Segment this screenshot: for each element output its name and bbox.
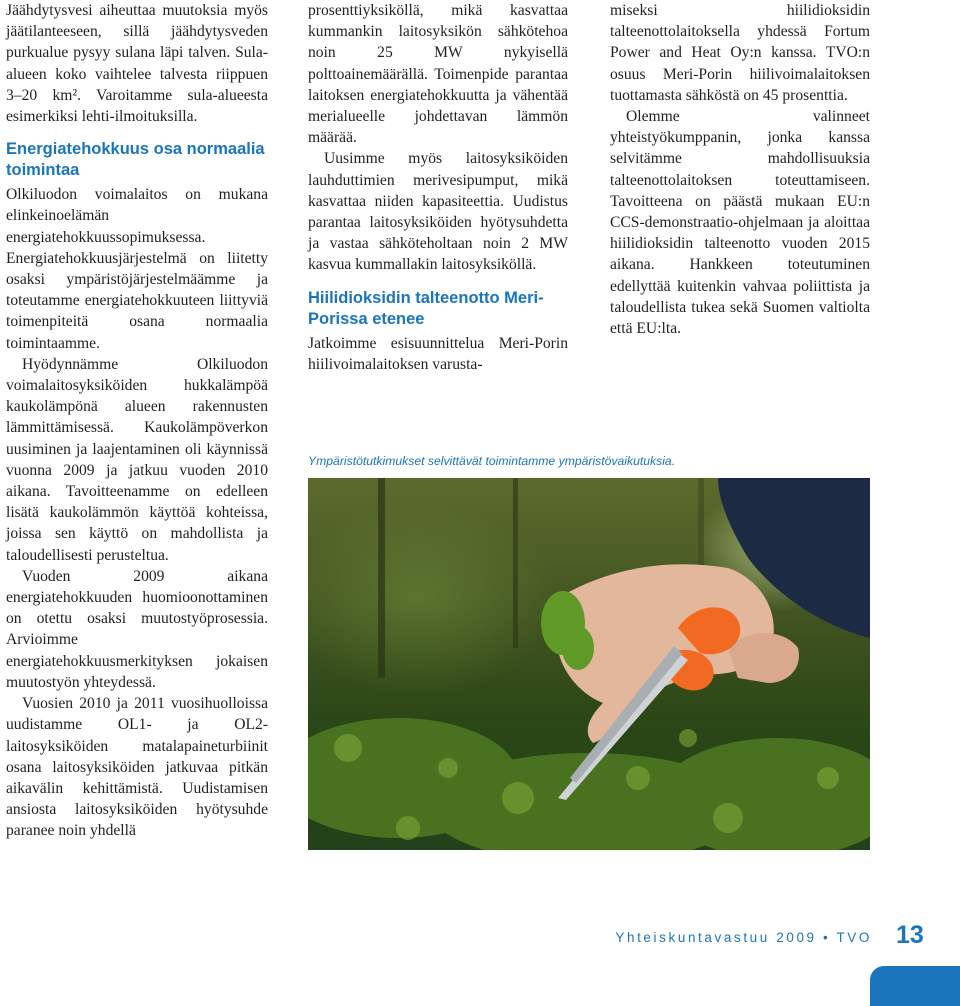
paragraph: Hyödynnämme Olkiluodon voimalaitosyksiköiden hukkalämpöä kaukolämpönä alueen rakennusten lämmittämisessä. Kaukolämpöverkon uusiminen ja laajentaminen oli käynnissä vuonna 2009 ja jatkuu vuoden 2010 aikana. Tavoitteenamme on edelleen lisätä kaukolämmön käyttöä kohteissa, joissa sen käyttö on mahdollista ja taloudellisesti perusteltua. xyxy=(6,355,268,564)
publication-footer: Yhteiskuntavastuu 2009 • TVO xyxy=(615,930,872,945)
text-column-2 xyxy=(308,0,568,375)
paragraph: prosenttiyksiköllä, mikä kasvattaa kummankin laitosyksikön sähkötehoa noin 25 MW nykyisellä polttoainemäärällä. Toimenpide parantaa laitoksen energiatehokkuutta ja vähentää merialueelle johdettavan lämmön määrää. xyxy=(308,2,568,147)
photo-caption: Ympäristötutkimukset selvittävät toimintamme ympäristövaikutuksia. xyxy=(308,454,676,468)
moss-sampling-photo xyxy=(308,478,870,850)
section-heading-energy-efficiency: Energiatehokkuus osa normaalia toimintaa xyxy=(6,140,265,180)
page-number: 13 xyxy=(896,921,924,949)
paragraph: Vuoden 2009 aikana energiatehokkuuden huomioonottaminen on otettu osaksi muutostyöprosessia. Arvioimme energiatehokkuusmerkityksen jokaisen muutostyön yhteydessä. xyxy=(6,567,268,691)
paragraph: Vuosien 2010 ja 2011 vuosihuolloissa uudistamme OL1- ja OL2-laitosyksiköiden matalapaineturbiinit osana laitosyksiköiden jatkuvaa pitkän aikavälin kehittämistä. Uudistamisen ansiosta laitosyksiköiden hyötysuhde paranee noin yhdellä xyxy=(6,695,268,840)
text-column-3 xyxy=(610,0,870,339)
paragraph: miseksi hiilidioksidin talteenottolaitoksella yhdessä Fortum Power and Heat Oy:n kanssa. TVO:n osuus Meri-Porin hiilivoimalaitoksen tuottamasta sähköstä on 45 prosenttia. xyxy=(610,2,870,104)
photo-illustration xyxy=(308,478,870,850)
paragraph: Uusimme myös laitosyksiköiden lauhduttimien merivesipumput, mikä kasvattaa niiden kapasiteettia. Uudistus parantaa laitosyksiköiden hyötysuhdetta ja vastaa sähköteholtaan noin 2 MW kasvua kummallakin laitosyksiköllä. xyxy=(308,150,568,274)
paragraph: Jäähdytysvesi aiheuttaa muutoksia myös jäätilanteeseen, sillä jäähdytysveden purkualue pysyy sulana läpi talven. Sula-alueen koko vaihtelee talvesta riippuen 3–20 km². Varoitamme sula-alueesta esimerkiksi lehti-ilmoituksilla. xyxy=(6,2,268,126)
section-heading-carbon-capture: Hiilidioksidin talteenotto Meri-Porissa etenee xyxy=(308,288,544,328)
paragraph: Jatkoimme esisuunnittelua Meri-Porin hiilivoimalaitoksen varusta- xyxy=(308,334,568,373)
paragraph: Olemme valinneet yhteistyökumppanin, jonka kanssa selvitämme mahdollisuuksia talteenottolaitoksen toteuttamiseen. Tavoitteena on päästä mukaan EU:n CCS-demonstraatio-ohjelmaan ja aloittaa hiilidioksidin talteenotto vuoden 2015 aikana. Hankkeen toteutuminen edellyttää kuitenkin vahvaa poliittista ja taloudellista tukea sekä Suomen valtiolta että EU:lta. xyxy=(610,108,870,338)
paragraph: Olkiluodon voimalaitos on mukana elinkeinoelämän energiatehokkuussopimuksessa. Energiatehokkuusjärjestelmä on liitetty osaksi ympäristöjärjestelmäämme ja toteutamme energiatehokkuuteen liittyviä toimenpiteitä osana normaalia toimintaamme. xyxy=(6,186,268,352)
corner-tab-decoration xyxy=(870,966,960,1006)
text-column-1 xyxy=(6,0,268,842)
